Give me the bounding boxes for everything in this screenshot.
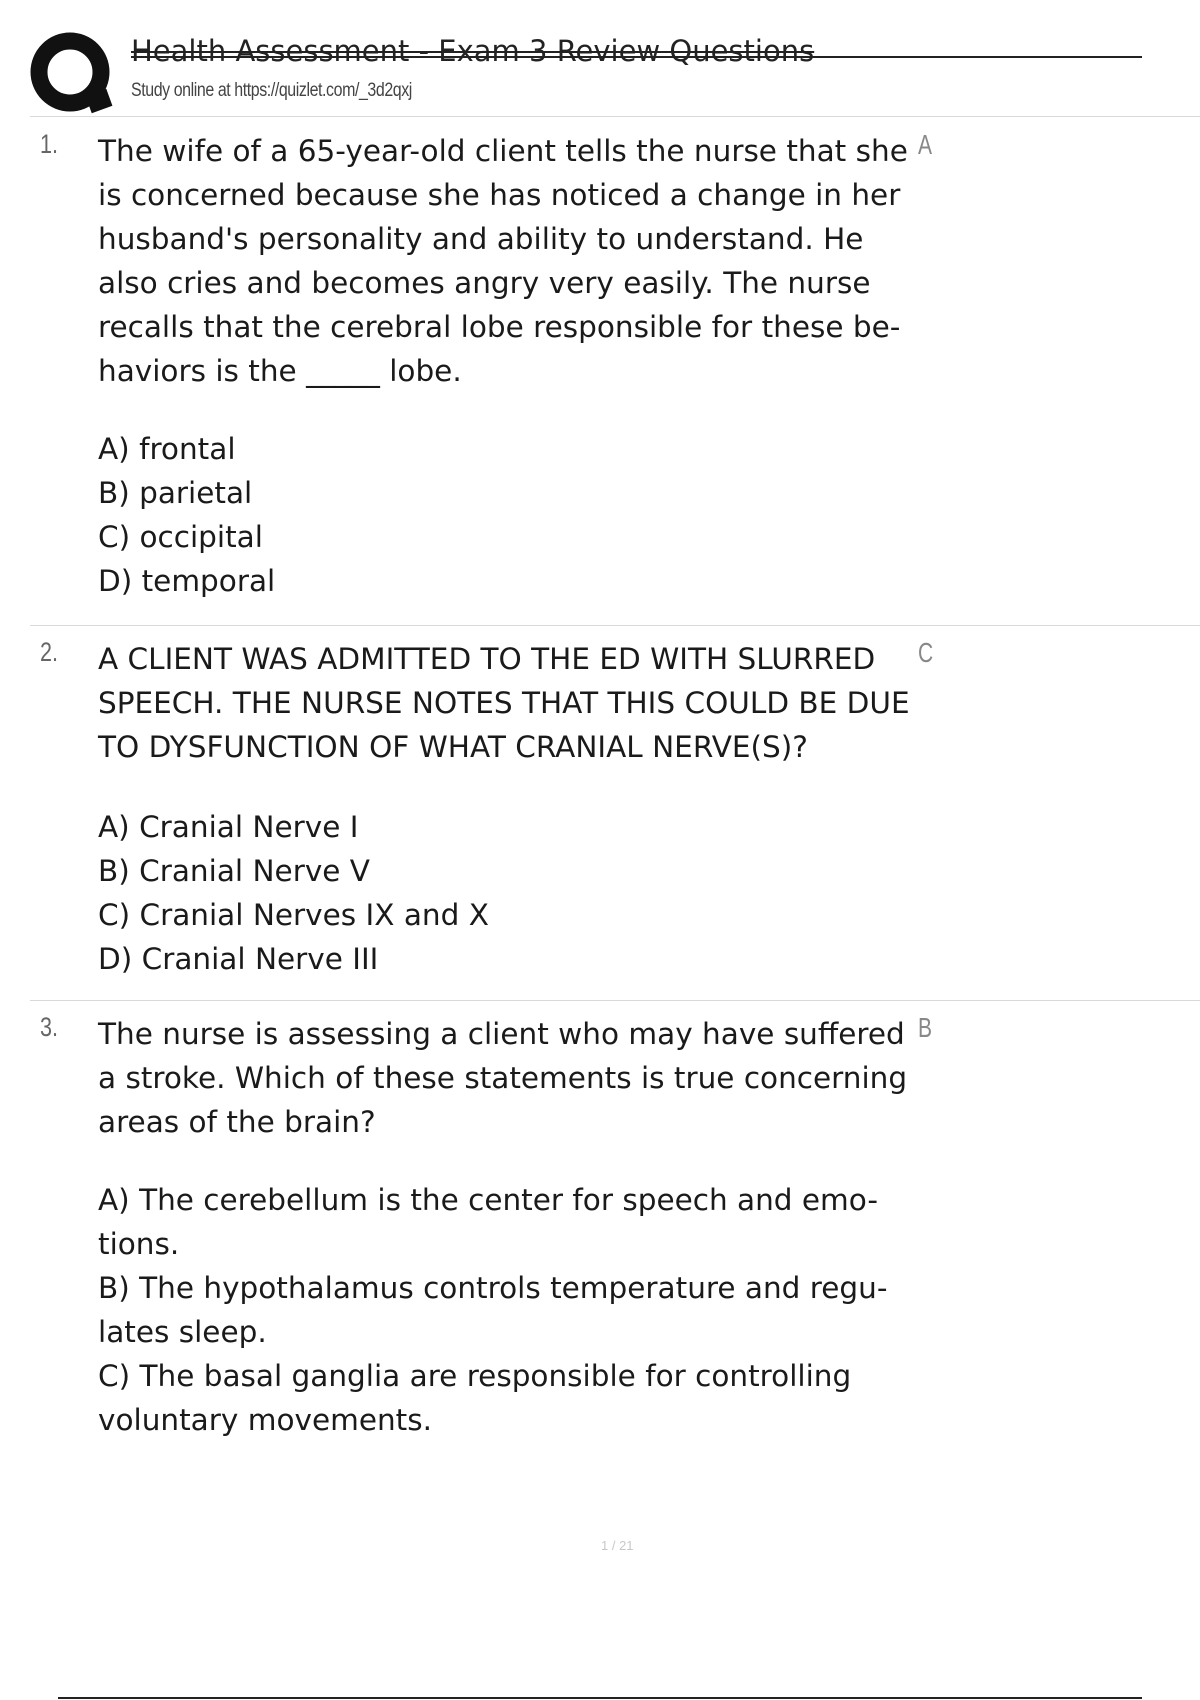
option-c: C) occipital [98, 520, 263, 554]
divider [30, 1000, 1200, 1001]
option-a: A) The cerebellum is the center for speech and emo- tions. [98, 1183, 879, 1261]
question-number: 2. [40, 637, 59, 667]
title-rule [131, 56, 1142, 58]
option-b: B) The hypothalamus controls temperature and regu- lates sleep. [98, 1271, 888, 1349]
option-b: B) Cranial Nerve V [98, 854, 370, 888]
page-header [0, 0, 1200, 120]
question-text: The wife of a 65-year-old client tells the nurse that she is concerned because she has noticed a change in her husband's personality and ability to understand. He also cries and becomes angry very easily. The nurse recalls that the cerebral lobe responsible for these be- haviors is the _____ lobe. [98, 134, 908, 388]
answer-key: C [918, 637, 934, 668]
option-b: B) parietal [98, 476, 253, 510]
quizlet-logo-icon [30, 32, 114, 116]
page-number: 1 / 21 [601, 1538, 634, 1553]
option-c: C) Cranial Nerves IX and X [98, 898, 489, 932]
question-number: 1. [40, 129, 59, 159]
footer-rule [58, 1697, 1142, 1699]
option-a: A) Cranial Nerve I [98, 810, 359, 844]
divider [30, 116, 1200, 117]
document-title: Health Assessment - Exam 3 Review Questions [131, 34, 815, 68]
option-c: C) The basal ganglia are responsible for controlling voluntary movements. [98, 1359, 852, 1437]
answer-key: B [918, 1012, 933, 1043]
answer-key: A [918, 129, 933, 160]
option-list [98, 805, 918, 981]
option-d: D) temporal [98, 564, 276, 598]
option-list [98, 1178, 918, 1442]
question-text: The nurse is assessing a client who may have suffered a stroke. Which of these statements is true concerning areas of the brain? [98, 1017, 908, 1139]
question-text: A CLIENT WAS ADMITTED TO THE ED WITH SLURRED SPEECH. THE NURSE NOTES THAT THIS COULD BE DUE TO DYSFUNCTION OF WHAT CRANIAL NERVE(S)? [98, 642, 910, 764]
option-list [98, 427, 918, 603]
option-a: A) frontal [98, 432, 236, 466]
option-d: D) Cranial Nerve III [98, 942, 379, 976]
study-online-link[interactable]: Study online at https://quizlet.com/_3d2qxj [131, 80, 412, 101]
question-number: 3. [40, 1012, 59, 1042]
divider [30, 625, 1200, 626]
